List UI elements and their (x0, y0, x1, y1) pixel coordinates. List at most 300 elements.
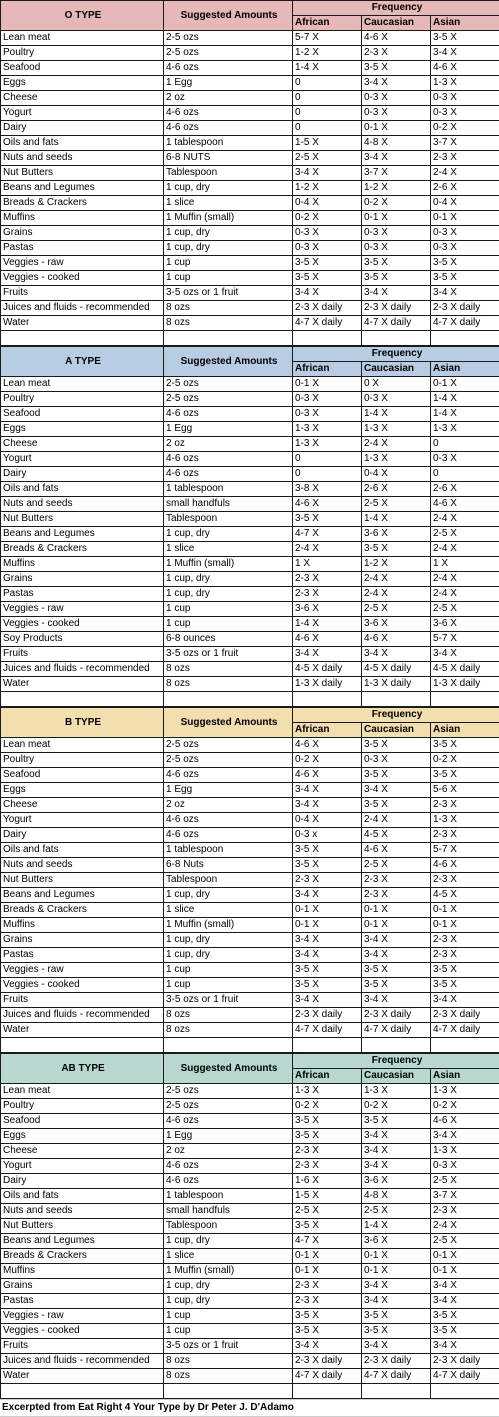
amount-cell: 1 slice (164, 196, 293, 211)
frequency-cell: 0-2 X (431, 1099, 499, 1114)
frequency-cell: 1-6 X (293, 1174, 362, 1189)
empty-cell (293, 331, 362, 346)
frequency-cell: 3-5 X (293, 1114, 362, 1129)
amount-cell: 1 cup (164, 256, 293, 271)
food-item: Oils and fats (1, 843, 164, 858)
frequency-cell: 3-5 X (293, 1129, 362, 1144)
frequency-cell: 1 X (431, 557, 499, 572)
frequency-cell: 2-3 X (293, 1159, 362, 1174)
frequency-cell: 0-3 X (362, 392, 431, 407)
empty-cell (431, 1384, 499, 1399)
frequency-cell: 0-1 X (431, 918, 499, 933)
frequency-cell: 0-2 X (293, 1099, 362, 1114)
frequency-cell: 2-3 X (293, 873, 362, 888)
amount-cell: 6-8 ounces (164, 632, 293, 647)
frequency-cell: 4-5 X daily (362, 662, 431, 677)
frequency-cell: 3-5 X (362, 271, 431, 286)
frequency-cell: 4-6 X (293, 632, 362, 647)
table-row (1, 1129, 499, 1144)
empty-cell (362, 692, 431, 707)
frequency-cell: 3-5 X (431, 31, 499, 46)
empty-cell (362, 1384, 431, 1399)
ethnicity-column-header: African (293, 16, 362, 31)
frequency-cell: 2-4 X (431, 587, 499, 602)
frequency-cell: 3-5 X (293, 1309, 362, 1324)
table-row (1, 1369, 499, 1384)
empty-cell (1, 692, 164, 707)
frequency-cell: 1-4 X (293, 61, 362, 76)
table-row (1, 632, 499, 647)
food-item: Soy Products (1, 632, 164, 647)
food-item: Seafood (1, 768, 164, 783)
amount-cell: 1 cup (164, 963, 293, 978)
amount-cell: 8 ozs (164, 1369, 293, 1384)
empty-cell (362, 331, 431, 346)
frequency-cell: 0-1 X (293, 377, 362, 392)
amount-cell: 2-5 ozs (164, 1084, 293, 1099)
frequency-cell: 3-5 X (362, 768, 431, 783)
frequency-cell: 3-5 X (362, 61, 431, 76)
food-item: Water (1, 1369, 164, 1384)
frequency-cell: 3-4 X (362, 1279, 431, 1294)
food-item: Dairy (1, 121, 164, 136)
table-row (1, 1204, 499, 1219)
frequency-cell: 1-3 X (431, 1144, 499, 1159)
table-row (1, 136, 499, 151)
amount-cell: 4-6 ozs (164, 1174, 293, 1189)
amount-cell: 1 cup, dry (164, 572, 293, 587)
table-row (1, 963, 499, 978)
empty-cell (431, 692, 499, 707)
amount-cell: 1 cup, dry (164, 241, 293, 256)
amount-cell: 2-5 ozs (164, 46, 293, 61)
frequency-cell: 3-6 X (293, 602, 362, 617)
table-row (1, 1294, 499, 1309)
frequency-cell: 2-3 X (431, 873, 499, 888)
frequency-cell: 3-5 X (431, 963, 499, 978)
frequency-cell: 4-7 X daily (293, 1023, 362, 1038)
amount-cell: 1 slice (164, 542, 293, 557)
table-row (1, 617, 499, 632)
frequency-cell: 3-6 X (362, 1174, 431, 1189)
amount-cell: 1 cup (164, 617, 293, 632)
frequency-cell: 3-4 X (362, 76, 431, 91)
table-row (1, 677, 499, 692)
amount-cell: 8 ozs (164, 1023, 293, 1038)
frequency-cell: 0-1 X (431, 1249, 499, 1264)
amount-cell: 3-5 ozs or 1 fruit (164, 286, 293, 301)
frequency-cell: 3-5 X (293, 512, 362, 527)
frequency-cell: 4-8 X (362, 1189, 431, 1204)
frequency-cell: 0-1 X (293, 1264, 362, 1279)
food-item: Yogurt (1, 1159, 164, 1174)
food-item: Eggs (1, 1129, 164, 1144)
food-item: Muffins (1, 211, 164, 226)
frequency-cell: 3-4 X (293, 888, 362, 903)
frequency-cell: 2-4 X (431, 1219, 499, 1234)
frequency-cell: 0 (293, 467, 362, 482)
frequency-cell: 3-4 X (362, 1129, 431, 1144)
frequency-cell: 4-5 X (431, 888, 499, 903)
frequency-cell: 2-4 X (431, 572, 499, 587)
frequency-cell: 3-4 X (362, 1144, 431, 1159)
frequency-cell: 3-5 X (431, 768, 499, 783)
ethnicity-column-header: Caucasian (362, 723, 431, 738)
suggested-amounts-header: Suggested Amounts (164, 708, 293, 738)
amount-cell: 2-5 ozs (164, 1099, 293, 1114)
frequency-cell: 1-2 X (362, 181, 431, 196)
food-item: Lean meat (1, 1084, 164, 1099)
frequency-cell: 1-4 X (362, 512, 431, 527)
header-row (1, 1, 499, 16)
frequency-cell: 2-6 X (431, 181, 499, 196)
frequency-cell: 0 (293, 121, 362, 136)
amount-cell: 1 Muffin (small) (164, 1264, 293, 1279)
table-row (1, 662, 499, 677)
food-item: Fruits (1, 1339, 164, 1354)
amount-cell: 4-6 ozs (164, 1114, 293, 1129)
frequency-cell: 0-3 X (293, 392, 362, 407)
frequency-cell: 3-4 X (431, 993, 499, 1008)
frequency-cell: 3-4 X (293, 993, 362, 1008)
frequency-cell: 3-4 X (293, 166, 362, 181)
amount-cell: 1 Egg (164, 783, 293, 798)
food-item: Nut Butters (1, 873, 164, 888)
table-row (1, 948, 499, 963)
frequency-cell: 3-5 X (362, 256, 431, 271)
food-item: Oils and fats (1, 136, 164, 151)
frequency-cell: 2-5 X (431, 1234, 499, 1249)
amount-cell: 1 cup, dry (164, 933, 293, 948)
frequency-cell: 1-5 X (293, 136, 362, 151)
food-item: Muffins (1, 557, 164, 572)
frequency-cell: 3-4 X (431, 1294, 499, 1309)
frequency-cell: 0-1 X (431, 903, 499, 918)
amount-cell: 1 cup, dry (164, 181, 293, 196)
table-row (1, 798, 499, 813)
amount-cell: small handfuls (164, 497, 293, 512)
frequency-cell: 0 (293, 106, 362, 121)
food-item: Beans and Legumes (1, 1234, 164, 1249)
table-row (1, 211, 499, 226)
frequency-cell: 0-3 X (362, 91, 431, 106)
amount-cell: 4-6 ozs (164, 828, 293, 843)
frequency-cell: 4-7 X daily (293, 1369, 362, 1384)
table-row (1, 1234, 499, 1249)
frequency-cell: 5-7 X (431, 632, 499, 647)
frequency-cell: 5-7 X (431, 843, 499, 858)
empty-cell (164, 1038, 293, 1053)
food-item: Pastas (1, 241, 164, 256)
food-item: Dairy (1, 1174, 164, 1189)
frequency-cell: 2-4 X (362, 437, 431, 452)
frequency-cell: 0 X (362, 377, 431, 392)
ethnicity-column-header: African (293, 1069, 362, 1084)
food-item: Breads & Crackers (1, 1249, 164, 1264)
frequency-cell: 1 X (293, 557, 362, 572)
frequency-cell: 0-1 X (431, 1264, 499, 1279)
frequency-cell: 3-5 X (362, 1324, 431, 1339)
table-row (1, 286, 499, 301)
food-item: Cheese (1, 437, 164, 452)
amount-cell: 1 Egg (164, 76, 293, 91)
table-row (1, 1339, 499, 1354)
frequency-cell: 1-3 X daily (293, 677, 362, 692)
food-item: Poultry (1, 1099, 164, 1114)
food-item: Nut Butters (1, 512, 164, 527)
frequency-cell: 1-3 X (431, 76, 499, 91)
frequency-cell: 2-3 X daily (293, 301, 362, 316)
frequency-cell: 0-4 X (362, 467, 431, 482)
frequency-cell: 3-4 X (293, 783, 362, 798)
table-row (1, 813, 499, 828)
frequency-cell: 3-6 X (362, 527, 431, 542)
frequency-cell: 3-4 X (431, 1279, 499, 1294)
frequency-cell: 0-3 X (293, 407, 362, 422)
frequency-cell: 0-1 X (431, 377, 499, 392)
ethnicity-column-header: Asian (431, 16, 499, 31)
frequency-cell: 4-7 X daily (362, 316, 431, 331)
frequency-cell: 0-1 X (293, 918, 362, 933)
food-item: Lean meat (1, 738, 164, 753)
suggested-amounts-header: Suggested Amounts (164, 1, 293, 31)
food-item: Seafood (1, 61, 164, 76)
table-row (1, 993, 499, 1008)
table-row (1, 106, 499, 121)
table-row (1, 452, 499, 467)
frequency-cell: 3-4 X (431, 286, 499, 301)
amount-cell: 1 cup (164, 1309, 293, 1324)
table-row (1, 768, 499, 783)
table-row (1, 91, 499, 106)
table-row (1, 572, 499, 587)
frequency-cell: 2-6 X (431, 482, 499, 497)
frequency-cell: 3-4 X (362, 1159, 431, 1174)
amount-cell: 1 tablespoon (164, 136, 293, 151)
food-item: Pastas (1, 1294, 164, 1309)
food-item: Veggies - cooked (1, 1324, 164, 1339)
frequency-cell: 3-5 X (431, 1324, 499, 1339)
frequency-cell: 3-5 X (362, 1114, 431, 1129)
frequency-cell: 0-2 X (431, 121, 499, 136)
ethnicity-column-header: Asian (431, 362, 499, 377)
table-row (1, 256, 499, 271)
food-item: Muffins (1, 1264, 164, 1279)
food-item: Yogurt (1, 813, 164, 828)
header-row (1, 1054, 499, 1069)
frequency-cell: 3-7 X (431, 1189, 499, 1204)
table-row (1, 978, 499, 993)
table-row (1, 783, 499, 798)
frequency-cell: 4-7 X (293, 527, 362, 542)
frequency-cell: 2-3 X (431, 798, 499, 813)
ethnicity-column-header: Caucasian (362, 362, 431, 377)
amount-cell: 2-5 ozs (164, 31, 293, 46)
frequency-cell: 3-5 X (293, 1324, 362, 1339)
amount-cell: 4-6 ozs (164, 1159, 293, 1174)
amount-cell: 1 cup, dry (164, 527, 293, 542)
frequency-cell: 1-2 X (362, 557, 431, 572)
frequency-cell: 1-3 X (362, 452, 431, 467)
frequency-cell: 0 (431, 467, 499, 482)
food-item: Cheese (1, 798, 164, 813)
amount-cell: 1 cup (164, 1324, 293, 1339)
frequency-cell: 4-7 X daily (293, 316, 362, 331)
amount-cell: 4-6 ozs (164, 452, 293, 467)
frequency-cell: 4-6 X (293, 768, 362, 783)
food-item: Juices and fluids - recommended (1, 301, 164, 316)
amount-cell: 1 cup, dry (164, 948, 293, 963)
frequency-cell: 3-4 X (431, 647, 499, 662)
food-item: Cheese (1, 1144, 164, 1159)
ethnicity-column-header: Asian (431, 1069, 499, 1084)
frequency-cell: 2-3 X (431, 933, 499, 948)
frequency-cell: 2-5 X (362, 1204, 431, 1219)
amount-cell: 6-8 NUTS (164, 151, 293, 166)
table-row (1, 76, 499, 91)
frequency-cell: 2-3 X daily (431, 301, 499, 316)
amount-cell: 4-6 ozs (164, 106, 293, 121)
frequency-cell: 2-5 X (362, 497, 431, 512)
frequency-cell: 1-3 X (293, 1084, 362, 1099)
table-row (1, 1264, 499, 1279)
frequency-cell: 3-6 X (431, 617, 499, 632)
frequency-cell: 3-4 X (431, 46, 499, 61)
frequency-cell: 0-3 X (431, 91, 499, 106)
food-item: Fruits (1, 647, 164, 662)
table-row (1, 166, 499, 181)
frequency-cell: 0-2 X (362, 1099, 431, 1114)
frequency-cell: 4-6 X (362, 632, 431, 647)
food-item: Oils and fats (1, 482, 164, 497)
frequency-cell: 2-3 X (431, 948, 499, 963)
frequency-cell: 3-5 X (431, 271, 499, 286)
frequency-cell: 2-3 X daily (362, 301, 431, 316)
food-item: Veggies - cooked (1, 617, 164, 632)
header-row (1, 347, 499, 362)
frequency-cell: 2-3 X (293, 1144, 362, 1159)
table-row (1, 497, 499, 512)
frequency-cell: 2-3 X daily (431, 1354, 499, 1369)
blood-type-table (0, 346, 499, 707)
frequency-cell: 0 (293, 76, 362, 91)
frequency-cell: 2-5 X (431, 1174, 499, 1189)
blood-type-label: AB TYPE (1, 1054, 164, 1084)
amount-cell: 4-6 ozs (164, 61, 293, 76)
frequency-cell: 0 (293, 91, 362, 106)
frequency-cell: 2-3 X (293, 572, 362, 587)
frequency-cell: 4-6 X (431, 1114, 499, 1129)
frequency-cell: 0-4 X (293, 813, 362, 828)
amount-cell: 1 Egg (164, 1129, 293, 1144)
frequency-cell: 0-3 x (293, 828, 362, 843)
table-row (1, 407, 499, 422)
frequency-cell: 0-1 X (293, 1249, 362, 1264)
table-row (1, 61, 499, 76)
frequency-cell: 0-3 X (431, 226, 499, 241)
food-item: Nuts and seeds (1, 497, 164, 512)
amount-cell: 8 ozs (164, 662, 293, 677)
frequency-cell: 1-2 X (293, 46, 362, 61)
table-row (1, 1354, 499, 1369)
frequency-cell: 5-6 X (431, 783, 499, 798)
spacer-row (1, 1384, 499, 1399)
frequency-cell: 2-3 X (293, 1294, 362, 1309)
frequency-cell: 2-4 X (362, 813, 431, 828)
spacer-row (1, 692, 499, 707)
amount-cell: 3-5 ozs or 1 fruit (164, 1339, 293, 1354)
food-item: Grains (1, 572, 164, 587)
empty-cell (1, 331, 164, 346)
frequency-cell: 1-3 X (362, 1084, 431, 1099)
frequency-cell: 0-3 X (362, 753, 431, 768)
frequency-cell: 4-6 X (293, 738, 362, 753)
food-item: Veggies - raw (1, 256, 164, 271)
table-row (1, 271, 499, 286)
amount-cell: 2-5 ozs (164, 738, 293, 753)
table-row (1, 1023, 499, 1038)
table-row (1, 602, 499, 617)
amount-cell: 1 cup, dry (164, 226, 293, 241)
frequency-cell: 0-3 X (293, 241, 362, 256)
empty-cell (164, 692, 293, 707)
frequency-cell: 3-6 X (362, 617, 431, 632)
table-row (1, 1144, 499, 1159)
amount-cell: 1 cup (164, 271, 293, 286)
table-row (1, 31, 499, 46)
frequency-cell: 1-3 X (293, 422, 362, 437)
frequency-header: Frequency (293, 708, 499, 723)
food-item: Grains (1, 933, 164, 948)
amount-cell: 8 ozs (164, 1008, 293, 1023)
table-row (1, 587, 499, 602)
frequency-cell: 4-6 X (431, 858, 499, 873)
food-item: Yogurt (1, 106, 164, 121)
frequency-cell: 2-5 X (362, 858, 431, 873)
food-item: Beans and Legumes (1, 888, 164, 903)
frequency-cell: 3-4 X (431, 1339, 499, 1354)
table-row (1, 316, 499, 331)
amount-cell: 1 cup (164, 978, 293, 993)
frequency-cell: 4-6 X (293, 497, 362, 512)
frequency-cell: 1-3 X (293, 437, 362, 452)
table-row (1, 1279, 499, 1294)
blood-type-label: A TYPE (1, 347, 164, 377)
table-row (1, 151, 499, 166)
frequency-cell: 2-4 X (431, 512, 499, 527)
food-item: Veggies - raw (1, 963, 164, 978)
empty-cell (164, 331, 293, 346)
frequency-cell: 0-3 X (362, 241, 431, 256)
amount-cell: 1 Egg (164, 422, 293, 437)
table-row (1, 46, 499, 61)
frequency-cell: 3-5 X (362, 542, 431, 557)
food-item: Fruits (1, 286, 164, 301)
frequency-cell: 1-3 X (362, 422, 431, 437)
frequency-cell: 0-1 X (362, 1264, 431, 1279)
frequency-cell: 1-3 X daily (362, 677, 431, 692)
empty-cell (164, 1384, 293, 1399)
table-row (1, 392, 499, 407)
table-row (1, 467, 499, 482)
food-item: Breads & Crackers (1, 542, 164, 557)
food-item: Eggs (1, 783, 164, 798)
frequency-cell: 2-4 X (362, 572, 431, 587)
frequency-cell: 3-4 X (362, 783, 431, 798)
table-row (1, 301, 499, 316)
food-item: Veggies - raw (1, 602, 164, 617)
frequency-cell: 0-3 X (362, 106, 431, 121)
